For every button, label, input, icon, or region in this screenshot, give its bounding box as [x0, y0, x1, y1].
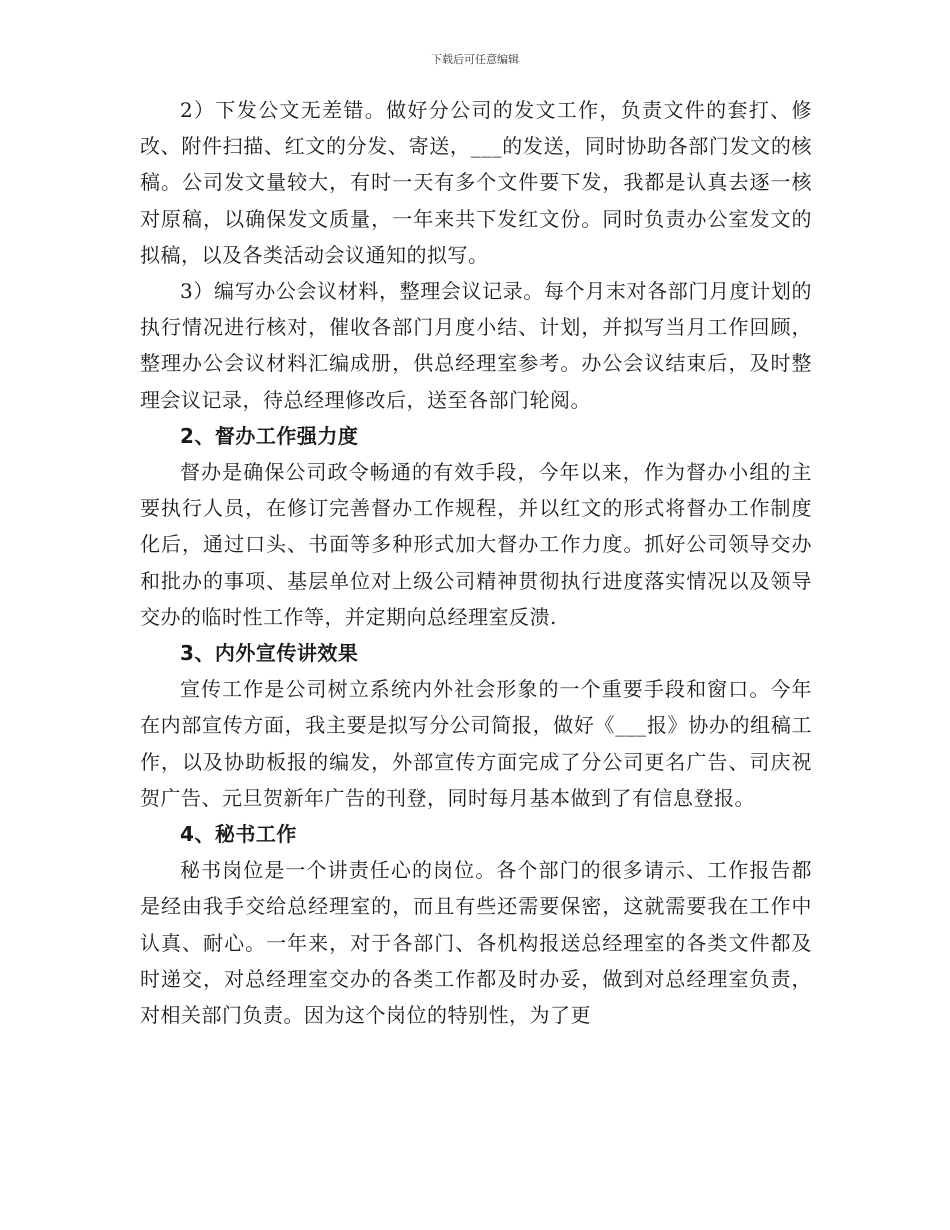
- section-heading-supervision: 2、督办工作强力度: [180, 423, 359, 448]
- section-heading-publicity: 3、内外宣传讲效果: [180, 641, 359, 666]
- section-heading-secretary: 4、秘书工作: [180, 822, 297, 847]
- paragraph-supervision: 督办是确保公司政令畅通的有效手段，今年以来，作为督办小组的主要执行人员，在修订完善督办工作规程，并以红文的形式将督办工作制度化后，通过口头、书面等多种形式加大督办工作力度。抓好公司领导交办和批办的事项、基层单位对上级公司精神贯彻执行进度落实情况以及领导交办的临时性工作等，并定期向总经理室反溃.: [140, 460, 812, 629]
- paragraph-meeting-materials: 3）编写办公会议材料，整理会议记录。每个月末对各部门月度计划的执行情况进行核对，催收各部门月度小结、计划，并拟写当月工作回顾，整理办公会议材料汇编成册，供总经理室参考。办公会议结束后，及时整理会议记录，待总经理修改后，送至各部门轮阅。: [140, 279, 812, 412]
- page-header: 下载后可任意编辑: [431, 53, 519, 66]
- paragraph-issue-documents: 2）下发公文无差错。做好分公司的发文工作，负责文件的套打、修改、附件扫描、红文的分发、寄送，___的发送，同时协助各部门发文的核稿。公司发文量较大，有时一天有多个文件要下发，我都是认真去逐一核对原稿，以确保发文质量，一年来共下发红文份。同时负责办公室发文的拟稿，以及各类活动会议通知的拟写。: [140, 98, 812, 267]
- paragraph-secretary: 秘书岗位是一个讲责任心的岗位。各个部门的很多请示、工作报告都是经由我手交给总经理室的，而且有些还需要保密，这就需要我在工作中认真、耐心。一年来，对于各部门、各机构报送总经理室的各类文件都及时递交，对总经理室交办的各类工作都及时办妥，做到对总经理室负责，对相关部门负责。因为这个岗位的特别性，为了更: [140, 858, 812, 1028]
- document-body: [140, 92, 812, 1033]
- paragraph-publicity: 宣传工作是公司树立系统内外社会形象的一个重要手段和窗口。今年在内部宣传方面，我主要是拟写分公司简报，做好《___报》协办的组稿工作，以及协助板报的编发，外部宣传方面完成了分公司更名广告、司庆祝贺广告、元旦贺新年广告的刊登，同时每月基本做到了有信息登报。: [140, 677, 812, 810]
